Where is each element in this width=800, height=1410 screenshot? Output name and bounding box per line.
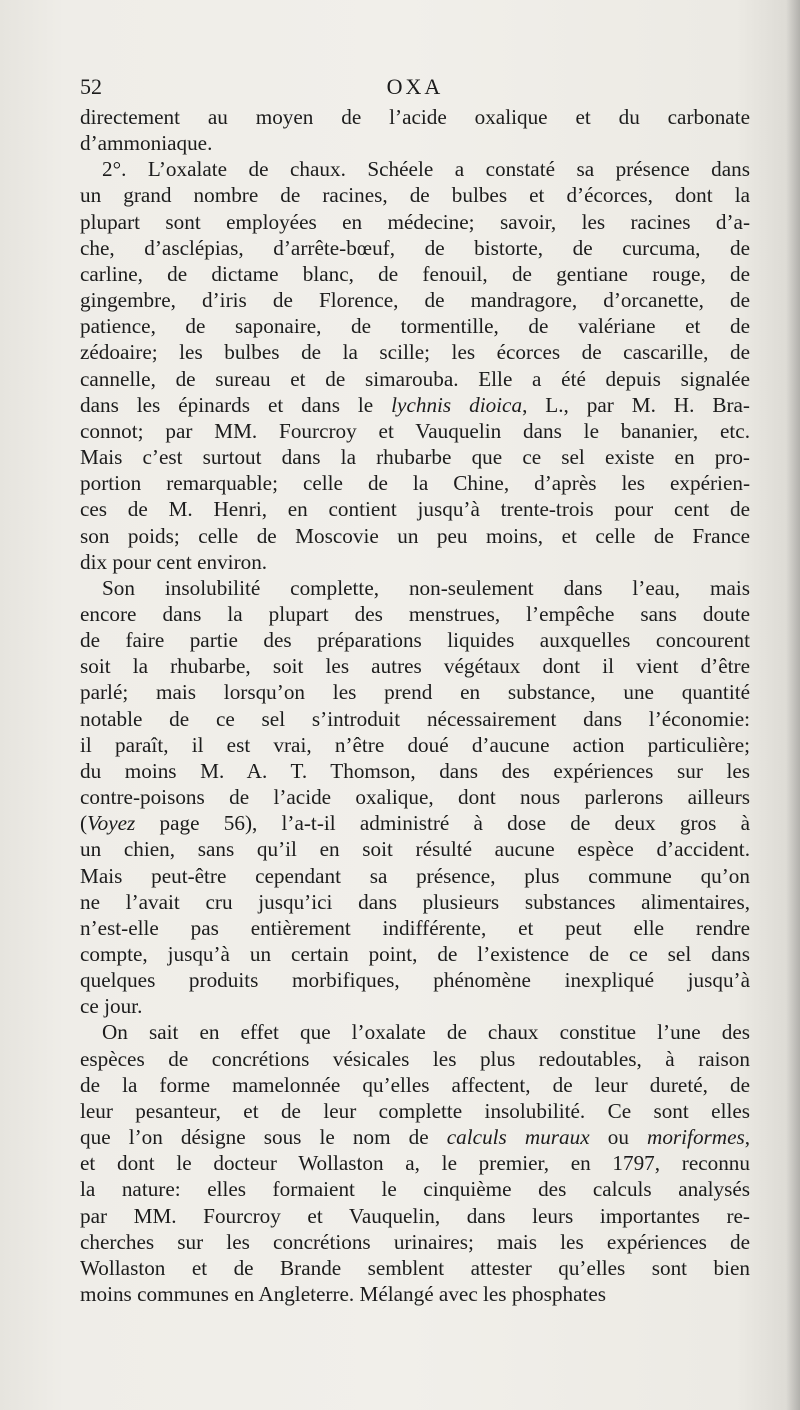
text-line: ne l’avait cru jusqu’ici dans plusieurs substances alimentaires, [80, 889, 750, 914]
page-gutter-shadow [786, 0, 800, 1410]
text-line: compte, jusqu’à un certain point, de l’existence de ce sel dans [80, 942, 750, 966]
text-line: (Voyez page 56), l’a-t-il administré à dose de deux gros à [80, 811, 750, 836]
text-line: portion remarquable; celle de la Chine, d’après les expérien- [80, 471, 750, 496]
text-line: parlé; mais lorsqu’on les prend en substance, une quantité [80, 680, 750, 705]
text-line: Mais c’est surtout dans la rhubarbe que ce sel existe en pro- [80, 445, 750, 470]
text-line: plupart sont employées en médecine; savoir, les racines d’a- [80, 209, 750, 234]
text-line: n’est-elle pas entièrement indifférente, et peut elle rendre [80, 915, 750, 940]
text-line: directement au moyen de l’acide oxalique et du carbonate [80, 105, 750, 129]
text-line: gingembre, d’iris de Florence, de mandragore, d’orcanette, de [80, 288, 750, 313]
text-line: d’ammoniaque. [80, 131, 213, 156]
text-line: il paraît, il est vrai, n’être doué d’aucune action particulière; [80, 732, 750, 757]
page-header [80, 74, 750, 104]
text-line: cannelle, de sureau et de simarouba. Elle a été depuis signalée [80, 366, 750, 391]
text-line: de faire partie des préparations liquides auxquelles concourent [80, 628, 750, 653]
text-line: contre-poisons de l’acide oxalique, dont nous parlerons ailleurs [80, 785, 750, 810]
text-line: ces de M. Henri, en contient jusqu’à trente-trois pour cent de [80, 497, 750, 522]
text-line: connot; par MM. Fourcroy et Vauquelin dans le bananier, etc. [80, 418, 750, 443]
text-line: Mais peut-être cependant sa présence, plus commune qu’on [80, 863, 750, 888]
text-line: moins communes en Angleterre. Mélangé avec les phosphates [80, 1282, 607, 1307]
text-line: la nature: elles formaient le cinquième des calculs analysés [80, 1177, 750, 1202]
text-line: Wollaston et de Brande semblent attester qu’elles sont bien [80, 1255, 750, 1280]
text-line: leur pesanteur, et de leur complette insolubilité. Ce sont elles [80, 1098, 750, 1123]
text-line: dans les épinards et dans le lychnis dioica, L., par M. H. Bra- [80, 392, 750, 417]
text-line: du moins M. A. T. Thomson, dans des expériences sur les [80, 758, 750, 783]
text-line: soit la rhubarbe, soit les autres végétaux dont il vient d’être [80, 654, 750, 679]
text-line: quelques produits morbifiques, phénomène inexpliqué jusqu’à [80, 968, 750, 993]
page-number: 52 [80, 74, 102, 99]
text-line: che, d’asclépias, d’arrête-bœuf, de bistorte, de curcuma, de [80, 235, 750, 260]
text-line: de la forme mamelonnée qu’elles affectent, de leur dureté, de [80, 1072, 750, 1097]
body-text [80, 104, 750, 1307]
text-line: patience, de saponaire, de tormentille, de valériane et de [80, 314, 750, 339]
text-line: encore dans la plupart des menstrues, l’empêche sans doute [80, 601, 750, 626]
text-line: cherches sur les concrétions urinaires; mais les expériences de [80, 1229, 750, 1254]
text-line: 2°. L’oxalate de chaux. Schéele a constaté sa présence dans [102, 157, 750, 182]
text-line: et dont le docteur Wollaston a, le premier, en 1797, reconnu [80, 1151, 750, 1176]
text-line: un chien, sans qu’il en soit résulté aucune espèce d’accident. [80, 837, 750, 862]
text-line: un grand nombre de racines, de bulbes et d’écorces, dont la [80, 183, 750, 208]
text-line: On sait en effet que l’oxalate de chaux constitue l’une des [102, 1020, 750, 1045]
text-line: son poids; celle de Moscovie un peu moins, et celle de France [80, 523, 750, 548]
text-line: dix pour cent environ. [80, 549, 268, 574]
text-line: espèces de concrétions vésicales les plus redoutables, à raison [80, 1046, 750, 1071]
text-line: zédoaire; les bulbes de la scille; les écorces de cascarille, de [80, 340, 750, 365]
running-head: OXA [386, 74, 444, 99]
text-line: notable de ce sel s’introduit nécessairement dans l’économie: [80, 706, 750, 731]
text-line: carline, de dictame blanc, de fenouil, de gentiane rouge, de [80, 261, 750, 286]
text-line: Son insolubilité complette, non-seulement dans l’eau, mais [102, 575, 750, 600]
text-line: que l’on désigne sous le nom de calculs muraux ou moriformes, [80, 1125, 751, 1150]
text-line: par MM. Fourcroy et Vauquelin, dans leurs importantes re- [80, 1203, 750, 1228]
text-line: ce jour. [80, 994, 143, 1019]
